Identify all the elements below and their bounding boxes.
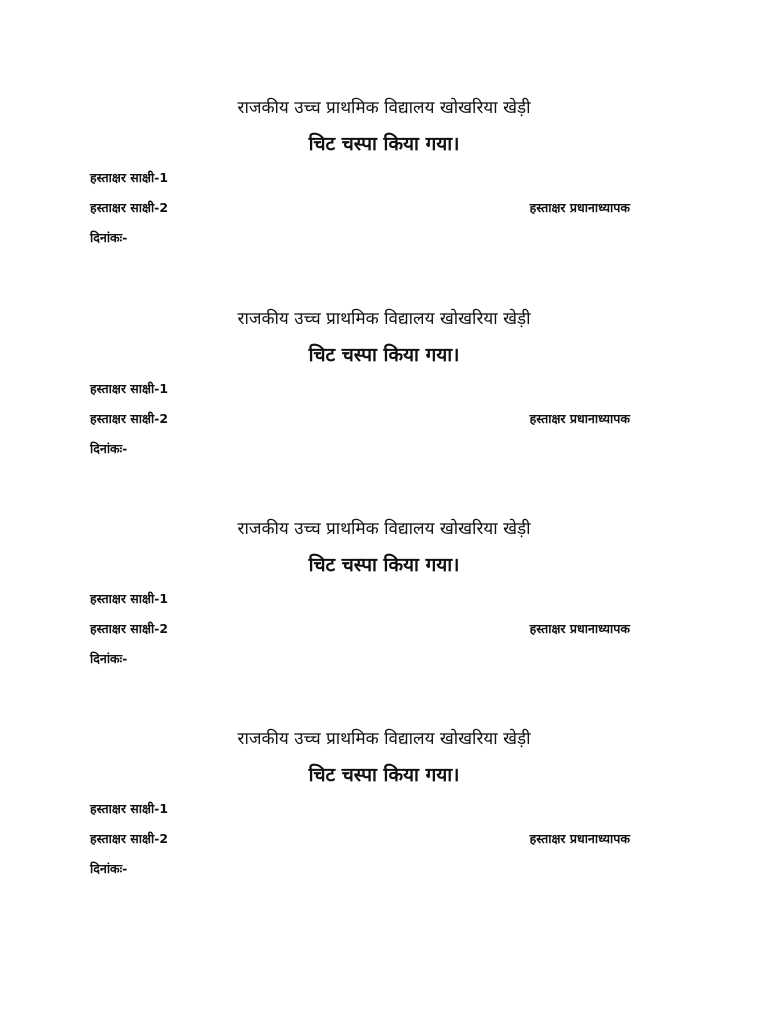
witness-1-signature: हस्ताक्षर साक्षी-1 — [90, 170, 169, 185]
school-name: राजकीय उच्च प्राथमिक विद्यालय खोखरिया खेड़ी — [237, 519, 531, 539]
witness-1-signature: हस्ताक्षर साक्षी-1 — [90, 381, 169, 396]
notice-heading: चिट चस्पा किया गया। — [308, 764, 460, 786]
notice-block — [0, 727, 768, 907]
notice-heading: चिट चस्पा किया गया। — [308, 133, 460, 155]
headmaster-signature: हस्ताक्षर प्रधानाध्यापक — [529, 200, 630, 215]
witness-2-signature: हस्ताक्षर साक्षी-2 — [90, 621, 169, 636]
witness-1-signature: हस्ताक्षर साक्षी-1 — [90, 801, 169, 816]
witness-1-signature: हस्ताक्षर साक्षी-1 — [90, 591, 169, 606]
notice-heading: चिट चस्पा किया गया। — [308, 554, 460, 576]
headmaster-signature: हस्ताक्षर प्रधानाध्यापक — [529, 411, 630, 426]
witness-2-signature: हस्ताक्षर साक्षी-2 — [90, 831, 169, 846]
witness-2-signature: हस्ताक्षर साक्षी-2 — [90, 200, 169, 215]
school-name: राजकीय उच्च प्राथमिक विद्यालय खोखरिया खेड़ी — [237, 98, 531, 118]
date-label: दिनांकः- — [90, 651, 128, 666]
school-name: राजकीय उच्च प्राथमिक विद्यालय खोखरिया खेड़ी — [237, 729, 531, 749]
notice-block — [0, 517, 768, 697]
date-label: दिनांकः- — [90, 230, 128, 245]
notice-block — [0, 307, 768, 487]
notice-heading: चिट चस्पा किया गया। — [308, 344, 460, 366]
headmaster-signature: हस्ताक्षर प्रधानाध्यापक — [529, 831, 630, 846]
witness-2-signature: हस्ताक्षर साक्षी-2 — [90, 411, 169, 426]
school-name: राजकीय उच्च प्राथमिक विद्यालय खोखरिया खेड़ी — [237, 309, 531, 329]
date-label: दिनांकः- — [90, 861, 128, 876]
headmaster-signature: हस्ताक्षर प्रधानाध्यापक — [529, 621, 630, 636]
date-label: दिनांकः- — [90, 441, 128, 456]
notice-block — [0, 96, 768, 276]
